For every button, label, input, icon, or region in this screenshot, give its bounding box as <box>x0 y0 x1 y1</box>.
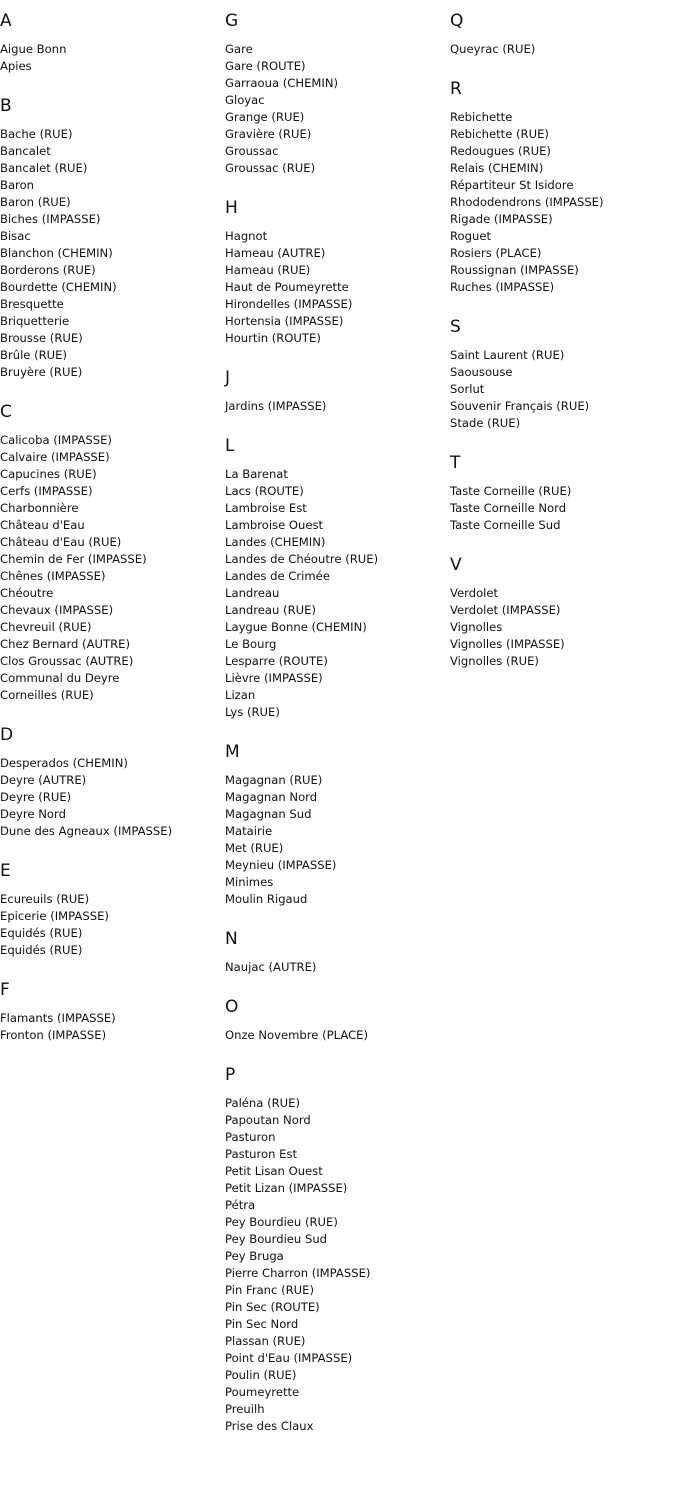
street-link[interactable]: Hameau (AUTRE) <box>225 246 326 260</box>
street-link[interactable]: Poumeyrette <box>225 1385 300 1399</box>
street-link[interactable]: Pey Bourdieu (RUE) <box>225 1215 338 1229</box>
letter-section-a <box>0 10 215 75</box>
street-link[interactable]: Onze Novembre (PLACE) <box>225 1028 369 1042</box>
street-link[interactable]: Calvaire (IMPASSE) <box>0 450 110 464</box>
street-link[interactable]: Vignolles <box>450 620 503 634</box>
letter-section-q <box>450 10 665 58</box>
street-link[interactable]: Magagnan Nord <box>225 790 318 804</box>
street-link[interactable]: Hameau (RUE) <box>225 263 311 277</box>
column-1 <box>0 10 215 1064</box>
letter-heading: J <box>225 368 231 388</box>
street-link[interactable]: Bresquette <box>0 297 64 311</box>
street-list <box>0 41 215 75</box>
street-link[interactable]: Pasturon <box>225 1130 276 1144</box>
street-link[interactable]: Lièvre (IMPASSE) <box>225 671 323 685</box>
street-list <box>0 1010 215 1044</box>
street-link[interactable]: Saousouse <box>450 365 513 379</box>
street-link[interactable]: Lambroise Ouest <box>225 518 324 532</box>
street-link[interactable]: Vignolles (IMPASSE) <box>450 637 565 651</box>
street-list <box>0 755 215 840</box>
street-link[interactable]: Baron (RUE) <box>0 195 71 209</box>
street-list <box>225 398 440 415</box>
street-link[interactable]: Lizan <box>225 688 256 702</box>
street-link[interactable]: Landes de Crimée <box>225 569 330 583</box>
street-link[interactable]: Pasturon Est <box>225 1147 298 1161</box>
letter-section-n <box>225 928 440 976</box>
street-link[interactable]: Flamants (IMPASSE) <box>0 1011 116 1025</box>
street-list <box>450 109 665 296</box>
street-link[interactable]: Meynieu (IMPASSE) <box>225 858 337 872</box>
street-link[interactable]: Prise des Claux <box>225 1419 314 1433</box>
street-link[interactable]: Redougues (RUE) <box>450 144 551 158</box>
letter-section-r <box>450 78 665 296</box>
street-link[interactable]: Deyre (AUTRE) <box>0 773 87 787</box>
street-link[interactable]: Gare (ROUTE) <box>225 59 306 73</box>
street-link[interactable]: Gloyac <box>225 93 265 107</box>
street-link[interactable]: Rigade (IMPASSE) <box>450 212 553 226</box>
street-link[interactable]: Bisac <box>0 229 31 243</box>
street-link[interactable]: Sorlut <box>450 382 485 396</box>
street-link[interactable]: Lambroise Est <box>225 501 307 515</box>
street-link[interactable]: Brûle (RUE) <box>0 348 68 362</box>
street-link[interactable]: Rhododendrons (IMPASSE) <box>450 195 604 209</box>
letter-heading: A <box>0 11 12 31</box>
street-link[interactable]: Taste Corneille Sud <box>450 518 561 532</box>
street-list <box>450 41 665 58</box>
street-link[interactable]: Dune des Agneaux (IMPASSE) <box>0 824 173 838</box>
street-link[interactable]: Taste Corneille Nord <box>450 501 567 515</box>
letter-heading: N <box>225 929 238 949</box>
street-link[interactable]: Landreau <box>225 586 280 600</box>
letter-heading: M <box>225 742 240 762</box>
street-list <box>0 891 215 959</box>
street-link[interactable]: Groussac <box>225 144 279 158</box>
letter-section-d <box>0 724 215 840</box>
street-link[interactable]: Ecureuils (RUE) <box>0 892 90 906</box>
letter-section-f <box>0 979 215 1044</box>
street-link[interactable]: Matairie <box>225 824 273 838</box>
street-link[interactable]: Chez Bernard (AUTRE) <box>0 637 130 651</box>
letter-section-v <box>450 554 665 670</box>
street-link[interactable]: Desperados (CHEMIN) <box>0 756 128 770</box>
street-link[interactable]: Capucines (RUE) <box>0 467 97 481</box>
street-link[interactable]: Calicoba (IMPASSE) <box>0 433 112 447</box>
street-link[interactable]: Plassan (RUE) <box>225 1334 306 1348</box>
letter-heading: B <box>0 96 12 116</box>
street-link[interactable]: Hagnot <box>225 229 268 243</box>
street-link[interactable]: Le Bourg <box>225 637 277 651</box>
street-link[interactable]: Rosiers (PLACE) <box>450 246 542 260</box>
street-link[interactable]: Briquetterie <box>0 314 70 328</box>
street-link[interactable]: Bancalet <box>0 144 51 158</box>
column-3 <box>450 10 665 690</box>
street-link[interactable]: Minimes <box>225 875 274 889</box>
street-list <box>450 585 665 670</box>
letter-heading: E <box>0 861 11 881</box>
street-link[interactable]: Pey Bruga <box>225 1249 284 1263</box>
street-link[interactable]: Landreau (RUE) <box>225 603 316 617</box>
street-link[interactable]: Magagnan Sud <box>225 807 312 821</box>
street-link[interactable]: Hourtin (ROUTE) <box>225 331 321 345</box>
street-link[interactable]: Equidés (RUE) <box>0 926 83 940</box>
street-link[interactable]: Fronton (IMPASSE) <box>0 1028 107 1042</box>
letter-section-g <box>225 10 440 177</box>
street-link[interactable]: Biches (IMPASSE) <box>0 212 101 226</box>
street-link[interactable]: Répartiteur St Isidore <box>450 178 574 192</box>
letter-heading: O <box>225 997 239 1017</box>
street-list <box>225 1095 440 1435</box>
street-link[interactable]: Haut de Poumeyrette <box>225 280 349 294</box>
street-link[interactable]: Laygue Bonne (CHEMIN) <box>225 620 367 634</box>
letter-heading: G <box>225 11 239 31</box>
street-link[interactable]: Communal du Deyre <box>0 671 120 685</box>
letter-heading: C <box>0 402 12 422</box>
street-link[interactable]: Verdolet <box>450 586 499 600</box>
street-link[interactable]: Hirondelles (IMPASSE) <box>225 297 353 311</box>
street-list <box>0 432 215 704</box>
street-link[interactable]: Borderons (RUE) <box>0 263 96 277</box>
letter-section-h <box>225 197 440 347</box>
letter-heading: D <box>0 725 14 745</box>
street-link[interactable]: Lesparre (ROUTE) <box>225 654 328 668</box>
street-list <box>225 466 440 721</box>
letter-heading: S <box>450 317 461 337</box>
street-link[interactable]: Saint Laurent (RUE) <box>450 348 565 362</box>
street-link[interactable]: Moulin Rigaud <box>225 892 308 906</box>
letter-heading: Q <box>450 11 464 31</box>
street-link[interactable]: Château d'Eau <box>0 518 85 532</box>
street-link[interactable]: Bancalet (RUE) <box>0 161 88 175</box>
street-link[interactable]: Corneilles (RUE) <box>0 688 94 702</box>
street-link[interactable]: Chênes (IMPASSE) <box>0 569 106 583</box>
street-link[interactable]: Taste Corneille (RUE) <box>450 484 572 498</box>
street-link[interactable]: Bache (RUE) <box>0 127 73 141</box>
letter-section-o <box>225 996 440 1044</box>
street-list <box>450 483 665 534</box>
street-link[interactable]: Apies <box>0 59 32 73</box>
street-link[interactable]: Pierre Charron (IMPASSE) <box>225 1266 371 1280</box>
street-link[interactable]: Blanchon (CHEMIN) <box>0 246 113 260</box>
street-link[interactable]: Baron <box>0 178 35 192</box>
street-link[interactable]: Verdolet (IMPASSE) <box>450 603 561 617</box>
letter-heading: V <box>450 555 462 575</box>
street-link[interactable]: Lacs (ROUTE) <box>225 484 304 498</box>
letter-heading: F <box>0 980 10 1000</box>
street-link[interactable]: Aigue Bonn <box>0 42 67 56</box>
street-link[interactable]: Gare <box>225 42 253 56</box>
letter-section-p <box>225 1064 440 1435</box>
street-link[interactable]: Roguet <box>450 229 492 243</box>
street-link[interactable]: Pin Sec Nord <box>225 1317 299 1331</box>
street-list <box>225 228 440 347</box>
letter-section-b <box>0 95 215 381</box>
letter-heading: H <box>225 198 238 218</box>
street-link[interactable]: Rebichette (RUE) <box>450 127 549 141</box>
street-link[interactable]: Papoutan Nord <box>225 1113 311 1127</box>
street-link[interactable]: Garraoua (CHEMIN) <box>225 76 339 90</box>
street-link[interactable]: Gravière (RUE) <box>225 127 312 141</box>
street-link[interactable]: Relais (CHEMIN) <box>450 161 544 175</box>
letter-section-e <box>0 860 215 959</box>
street-link[interactable]: Pin Franc (RUE) <box>225 1283 315 1297</box>
street-link[interactable]: Chemin de Fer (IMPASSE) <box>0 552 147 566</box>
street-link[interactable]: Deyre (RUE) <box>0 790 72 804</box>
street-link[interactable]: Chevaux (IMPASSE) <box>0 603 114 617</box>
street-link[interactable]: Bourdette (CHEMIN) <box>0 280 117 294</box>
street-link[interactable]: Château d'Eau (RUE) <box>0 535 122 549</box>
street-list <box>225 959 440 976</box>
street-link[interactable]: Chevreuil (RUE) <box>0 620 92 634</box>
street-link[interactable]: Brousse (RUE) <box>0 331 83 345</box>
street-list <box>225 772 440 908</box>
street-list <box>225 41 440 177</box>
street-link[interactable]: Chéoutre <box>0 586 54 600</box>
street-link[interactable]: Ruches (IMPASSE) <box>450 280 555 294</box>
street-link[interactable]: Pin Sec (ROUTE) <box>225 1300 320 1314</box>
letter-heading: T <box>450 453 461 473</box>
letter-section-t <box>450 452 665 534</box>
column-2 <box>225 10 440 1455</box>
letter-section-m <box>225 741 440 908</box>
letter-heading: L <box>225 436 235 456</box>
street-list <box>225 1027 440 1044</box>
street-list <box>0 126 215 381</box>
street-link[interactable]: Bruyère (RUE) <box>0 365 83 379</box>
street-link[interactable]: Met (RUE) <box>225 841 284 855</box>
street-link[interactable]: Rebichette <box>450 110 513 124</box>
street-link[interactable]: Epicerie (IMPASSE) <box>0 909 109 923</box>
street-link[interactable]: Groussac (RUE) <box>225 161 316 175</box>
street-link[interactable]: Stade (RUE) <box>450 416 521 430</box>
street-link[interactable]: Deyre Nord <box>0 807 66 821</box>
street-link[interactable]: Lys (RUE) <box>225 705 280 719</box>
letter-section-s <box>450 316 665 432</box>
street-link[interactable]: Naujac (AUTRE) <box>225 960 317 974</box>
letter-heading: P <box>225 1065 236 1085</box>
street-link[interactable]: Petit Lisan Ouest <box>225 1164 323 1178</box>
street-link[interactable]: Equidés (RUE) <box>0 943 83 957</box>
street-list <box>450 347 665 432</box>
street-link[interactable]: Jardins (IMPASSE) <box>225 399 327 413</box>
street-link[interactable]: Charbonnière <box>0 501 79 515</box>
street-link[interactable]: Point d'Eau (IMPASSE) <box>225 1351 353 1365</box>
street-link[interactable]: Pey Bourdieu Sud <box>225 1232 328 1246</box>
street-link[interactable]: Landes (CHEMIN) <box>225 535 326 549</box>
street-link[interactable]: Hortensia (IMPASSE) <box>225 314 344 328</box>
street-link[interactable]: Preuilh <box>225 1402 265 1416</box>
letter-section-c <box>0 401 215 704</box>
letter-section-l <box>225 435 440 721</box>
street-link[interactable]: Petit Lizan (IMPASSE) <box>225 1181 348 1195</box>
street-link[interactable]: Landes de Chéoutre (RUE) <box>225 552 379 566</box>
street-link[interactable]: Grange (RUE) <box>225 110 305 124</box>
street-link[interactable]: Magagnan (RUE) <box>225 773 323 787</box>
street-link[interactable]: Cerfs (IMPASSE) <box>0 484 93 498</box>
street-link[interactable]: Paléna (RUE) <box>225 1096 300 1110</box>
street-link[interactable]: Pétra <box>225 1198 256 1212</box>
street-link[interactable]: Roussignan (IMPASSE) <box>450 263 579 277</box>
street-link[interactable]: Souvenir Français (RUE) <box>450 399 590 413</box>
street-link[interactable]: Poulin (RUE) <box>225 1368 297 1382</box>
letter-section-j <box>225 367 440 415</box>
street-link[interactable]: La Barenat <box>225 467 288 481</box>
letter-heading: R <box>450 79 462 99</box>
street-link[interactable]: Vignolles (RUE) <box>450 654 539 668</box>
street-link[interactable]: Queyrac (RUE) <box>450 42 536 56</box>
street-link[interactable]: Clos Groussac (AUTRE) <box>0 654 134 668</box>
